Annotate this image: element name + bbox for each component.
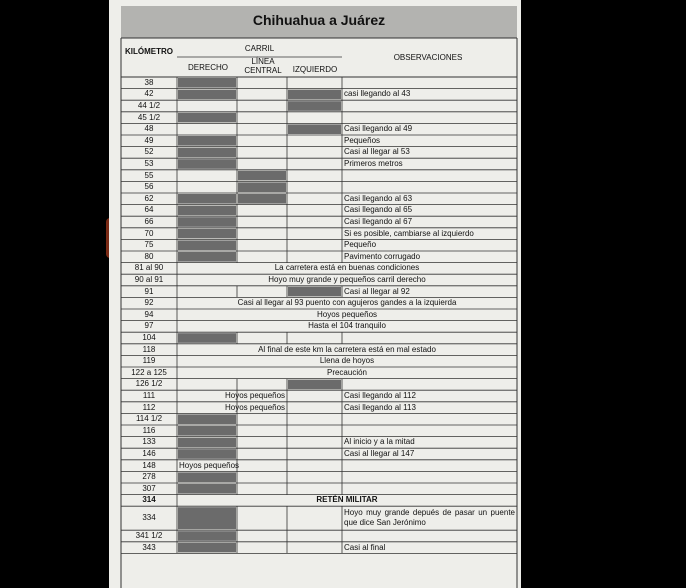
km-cell: 75: [144, 240, 154, 250]
km-cell: 116: [142, 425, 156, 435]
pothole-mark: [178, 217, 236, 227]
row-note: RETÉN MILITAR: [316, 495, 378, 505]
header-izquierdo: IZQUIERDO: [292, 65, 338, 74]
km-cell: 278: [142, 472, 156, 482]
pothole-mark: [178, 543, 236, 553]
pothole-mark: [178, 472, 236, 482]
km-cell: 49: [144, 135, 154, 145]
pothole-mark: [238, 194, 286, 204]
row-note: Hoyo muy grande y pequeños carril derecho: [268, 275, 426, 284]
km-cell: 122 a 125: [131, 367, 167, 377]
pothole-mark: [238, 171, 286, 181]
observation-cell: casi llegando al 43: [344, 89, 411, 99]
pothole-mark: [178, 333, 236, 343]
km-cell: 80: [144, 251, 154, 261]
pothole-mark: [288, 380, 341, 390]
pothole-mark: [238, 182, 286, 192]
pothole-mark: [178, 414, 236, 424]
header-linea-central: LÍNEA CENTRAL: [244, 57, 282, 75]
pothole-mark: [178, 484, 236, 494]
km-cell: 91: [144, 286, 154, 296]
pothole-mark: [178, 449, 236, 459]
pothole-mark: [178, 136, 236, 146]
km-cell: 343: [142, 542, 156, 552]
pothole-mark: [178, 507, 236, 529]
pothole-mark: [178, 148, 236, 158]
km-cell: 112: [142, 402, 156, 412]
km-cell: 64: [144, 205, 154, 215]
km-cell: 66: [144, 217, 154, 226]
row-note: Al final de este km la carretera está en mal estado: [258, 344, 436, 354]
km-cell: 148: [142, 460, 156, 470]
km-cell: 341 1/2: [135, 531, 163, 540]
header-kilometro: KILÓMETRO: [125, 47, 173, 56]
observation-cell: Pequeños: [344, 135, 381, 145]
observation-cell: Casi llegando al 49: [344, 124, 413, 134]
pothole-mark: [288, 124, 341, 134]
km-cell: 126 1/2: [135, 379, 163, 389]
observation-cell: Casi llegando al 113: [344, 402, 416, 412]
km-cell: 42: [144, 89, 154, 99]
km-cell: 62: [144, 193, 154, 203]
pothole-mark: [288, 101, 341, 111]
observation-cell: Al inicio y a la mitad: [344, 437, 415, 447]
km-cell: 314: [142, 495, 156, 505]
km-cell: 38: [144, 77, 154, 87]
pothole-mark: [288, 90, 341, 100]
observation-cell: Casi al llegar al 53: [344, 147, 410, 157]
km-cell: 81 al 90: [134, 263, 164, 273]
km-cell: 97: [144, 321, 154, 331]
km-cell: 133: [142, 437, 156, 447]
row-note: Hasta el 104 tranquilo: [308, 321, 386, 331]
km-cell: 44 1/2: [137, 101, 161, 110]
km-cell: 90 al 91: [134, 275, 164, 284]
pothole-mark: [178, 229, 236, 239]
pothole-mark: [178, 90, 236, 100]
observation-cell: Pavimento corrugado: [344, 251, 421, 261]
km-cell: 94: [144, 309, 154, 319]
km-cell: 146: [142, 449, 156, 458]
km-cell: 118: [142, 344, 156, 354]
pothole-mark: [288, 287, 341, 297]
row-note: Casi al llegar al 93 puento con agujeros gandes a la izquierda: [237, 298, 457, 308]
header-carril: CARRIL: [244, 44, 275, 53]
observation-cell: Casi llegando al 65: [344, 205, 413, 215]
observation-cell: Casi llegando al 67: [344, 217, 413, 226]
observation-cell: Primeros metros: [344, 159, 403, 168]
lane-note: Hoyos pequeños: [179, 460, 240, 470]
observation-cell: Casi al final: [344, 542, 386, 552]
pothole-mark: [178, 78, 236, 88]
pothole-mark: [178, 252, 236, 262]
pothole-mark: [178, 113, 236, 123]
km-cell: 56: [144, 182, 154, 192]
row-note: Hoyos pequeños: [316, 309, 378, 319]
header-derecho: DERECHO: [187, 63, 228, 72]
pothole-mark: [178, 194, 236, 204]
row-note: La carretera está en buenas condiciones: [274, 263, 420, 273]
km-cell: 55: [144, 170, 154, 180]
header-observaciones: OBSERVACIONES: [393, 53, 463, 62]
km-cell: 45 1/2: [137, 112, 161, 122]
pothole-mark: [178, 531, 236, 541]
pothole-mark: [178, 438, 236, 448]
km-cell: 53: [144, 159, 154, 168]
row-note: Precaución: [326, 367, 368, 377]
km-cell: 104: [142, 333, 156, 342]
km-cell: 70: [144, 228, 154, 238]
km-cell: 92: [144, 298, 154, 308]
document-sheet: [109, 0, 521, 588]
pothole-mark: [178, 426, 236, 436]
observation-cell: Casi llegando al 112: [344, 391, 416, 400]
lane-note: Hoyos pequeños: [225, 391, 286, 400]
km-cell: 52: [144, 147, 154, 157]
pothole-mark: [178, 240, 236, 250]
observation-cell: Casi llegando al 63: [344, 193, 413, 203]
pothole-mark: [178, 206, 236, 216]
km-cell: 48: [144, 124, 154, 134]
lane-note: Hoyos pequeños: [225, 402, 286, 412]
observation-cell: Casi al llegar al 92: [344, 286, 410, 296]
observation-cell: Casi al llegar al 147: [344, 449, 415, 458]
observation-cell: Pequeño: [344, 240, 377, 250]
row-note: Llena de hoyos: [319, 356, 375, 366]
km-cell: 111: [142, 391, 156, 400]
observation-cell: Si es posible, cambiarse al izquierdo: [344, 228, 474, 238]
km-cell: 307: [142, 483, 156, 493]
km-cell: 114 1/2: [135, 414, 163, 424]
document-title: Chihuahua a Juárez: [252, 12, 386, 28]
observation-cell: Hoyo muy grande depués de pasar un puente que dice San Jerónimo: [344, 508, 515, 528]
km-cell: 334: [142, 513, 156, 523]
pothole-mark: [178, 159, 236, 169]
km-cell: 119: [142, 356, 156, 366]
